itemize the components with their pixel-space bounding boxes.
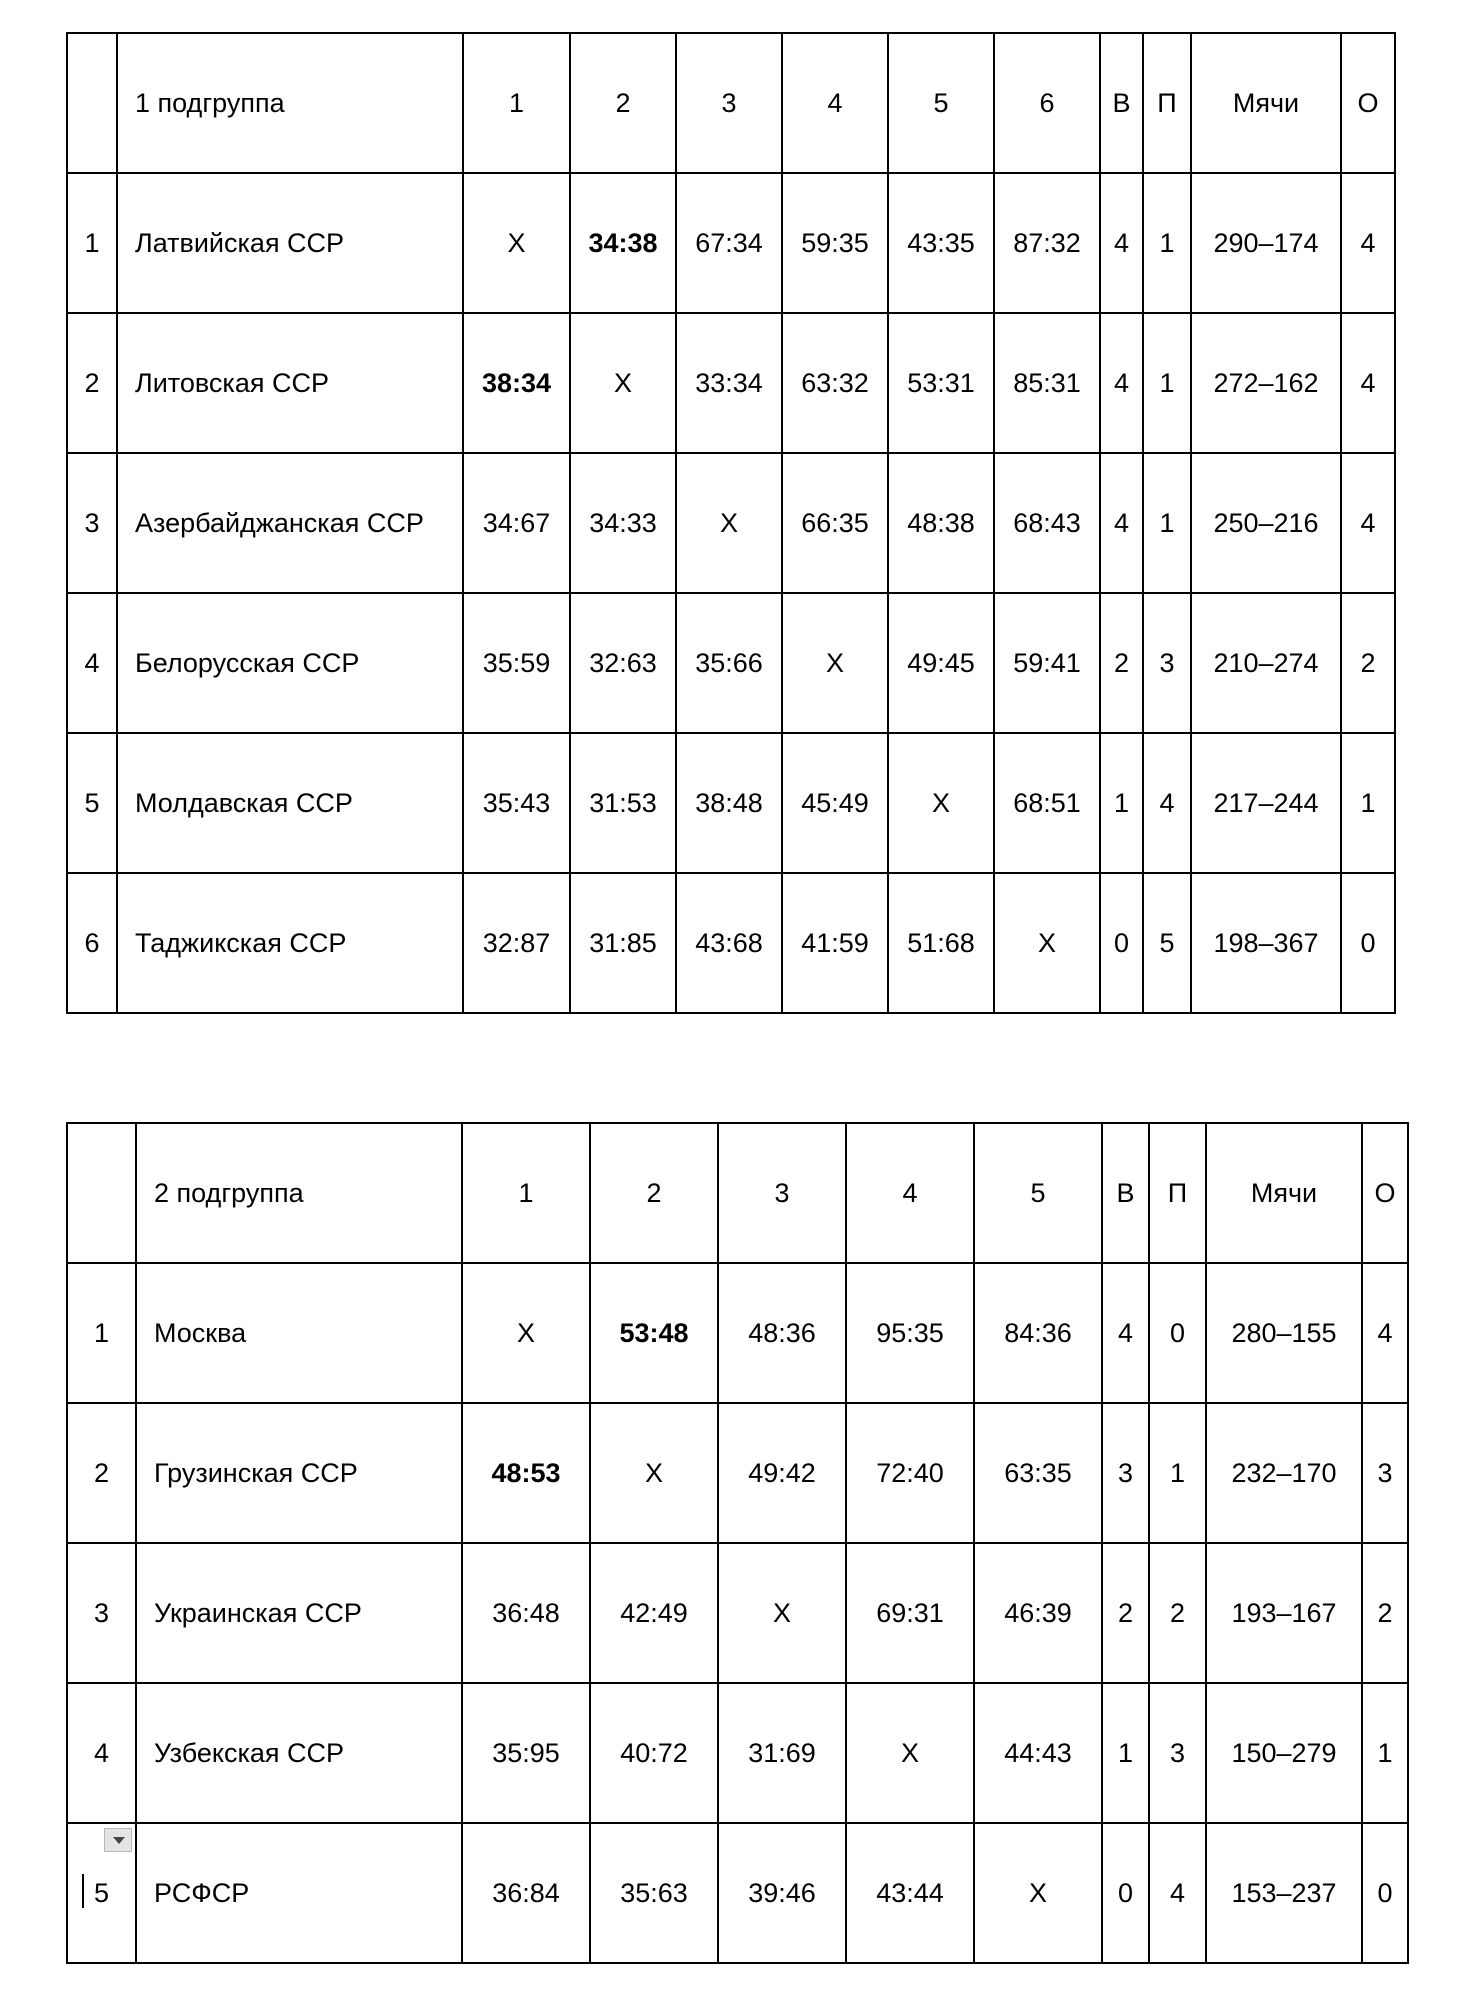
- table-cell[interactable]: 3: [1362, 1403, 1408, 1543]
- table-cell[interactable]: 0: [1362, 1823, 1408, 1963]
- table-cell[interactable]: 68:43: [994, 453, 1100, 593]
- table-cell[interactable]: 2: [1341, 593, 1395, 733]
- table-cell[interactable]: 1: [1143, 453, 1191, 593]
- table-cell[interactable]: 35:63: [590, 1823, 718, 1963]
- table-row: [67, 313, 1395, 453]
- table-cell[interactable]: X: [974, 1823, 1102, 1963]
- column-header[interactable]: В: [1102, 1123, 1149, 1263]
- column-header[interactable]: 5: [974, 1123, 1102, 1263]
- row-number[interactable]: 4: [67, 593, 117, 733]
- table-cell[interactable]: 38:34: [463, 313, 570, 453]
- table-cell[interactable]: 33:34: [676, 313, 782, 453]
- team-name[interactable]: Таджикская ССР: [117, 873, 463, 1013]
- table-cell[interactable]: 4: [1100, 173, 1143, 313]
- table-cell[interactable]: 193–167: [1206, 1543, 1362, 1683]
- table-cell[interactable]: 67:34: [676, 173, 782, 313]
- table-cell[interactable]: 45:49: [782, 733, 888, 873]
- column-header[interactable]: 3: [718, 1123, 846, 1263]
- team-name[interactable]: Молдавская ССР: [117, 733, 463, 873]
- table-cell[interactable]: 4: [1149, 1823, 1206, 1963]
- table-cell[interactable]: 41:59: [782, 873, 888, 1013]
- table-cell[interactable]: 43:44: [846, 1823, 974, 1963]
- team-name[interactable]: РСФСР: [136, 1823, 462, 1963]
- table-cell[interactable]: 250–216: [1191, 453, 1341, 593]
- table-cell[interactable]: 51:68: [888, 873, 994, 1013]
- table-cell[interactable]: 35:66: [676, 593, 782, 733]
- column-header[interactable]: 2: [590, 1123, 718, 1263]
- table-cell[interactable]: 150–279: [1206, 1683, 1362, 1823]
- table-cell[interactable]: X: [570, 313, 676, 453]
- column-header[interactable]: Мячи: [1191, 33, 1341, 173]
- row-number[interactable]: 6: [67, 873, 117, 1013]
- header-row: [67, 1123, 1408, 1263]
- table-cell[interactable]: 53:48: [590, 1263, 718, 1403]
- table-cell[interactable]: 49:45: [888, 593, 994, 733]
- table-cell[interactable]: 2: [1362, 1543, 1408, 1683]
- group-title[interactable]: 2 подгруппа: [136, 1123, 462, 1263]
- table-cell[interactable]: 39:46: [718, 1823, 846, 1963]
- column-header[interactable]: О: [1362, 1123, 1408, 1263]
- table-cell[interactable]: 40:72: [590, 1683, 718, 1823]
- row-number[interactable]: 2: [67, 1403, 136, 1543]
- column-header[interactable]: 1: [463, 33, 570, 173]
- table-cell[interactable]: 66:35: [782, 453, 888, 593]
- table-cell[interactable]: 198–367: [1191, 873, 1341, 1013]
- table-cell[interactable]: 34:33: [570, 453, 676, 593]
- column-header[interactable]: Мячи: [1206, 1123, 1362, 1263]
- row-dropdown-icon[interactable]: [104, 1828, 132, 1852]
- table-cell[interactable]: 32:87: [463, 873, 570, 1013]
- team-name[interactable]: Украинская ССР: [136, 1543, 462, 1683]
- table-cell[interactable]: 35:59: [463, 593, 570, 733]
- table-cell[interactable]: 4: [1341, 453, 1395, 593]
- corner-cell[interactable]: [67, 33, 117, 173]
- table-row: [67, 1823, 1408, 1963]
- table-cell[interactable]: 59:35: [782, 173, 888, 313]
- table-cell[interactable]: 1: [1149, 1403, 1206, 1543]
- table-row: [67, 593, 1395, 733]
- subgroup-2-body: [67, 1123, 1408, 1963]
- table-cell[interactable]: X: [718, 1543, 846, 1683]
- table-cell[interactable]: 232–170: [1206, 1403, 1362, 1543]
- column-header[interactable]: 1: [462, 1123, 590, 1263]
- column-header[interactable]: 4: [846, 1123, 974, 1263]
- table-cell[interactable]: 2: [1102, 1543, 1149, 1683]
- table-cell[interactable]: 46:39: [974, 1543, 1102, 1683]
- table-cell[interactable]: 43:35: [888, 173, 994, 313]
- team-name[interactable]: Азербайджанская ССР: [117, 453, 463, 593]
- table-cell[interactable]: 72:40: [846, 1403, 974, 1543]
- table-cell[interactable]: 53:31: [888, 313, 994, 453]
- table-cell[interactable]: 38:48: [676, 733, 782, 873]
- column-header[interactable]: В: [1100, 33, 1143, 173]
- table-cell[interactable]: 42:49: [590, 1543, 718, 1683]
- column-header[interactable]: 3: [676, 33, 782, 173]
- table-row: [67, 1403, 1408, 1543]
- group-title[interactable]: 1 подгруппа: [117, 33, 463, 173]
- header-row: [67, 33, 1395, 173]
- table-cell[interactable]: 32:63: [570, 593, 676, 733]
- table-cell[interactable]: 48:38: [888, 453, 994, 593]
- table-cell[interactable]: 63:35: [974, 1403, 1102, 1543]
- table-cell[interactable]: 59:41: [994, 593, 1100, 733]
- column-header[interactable]: 6: [994, 33, 1100, 173]
- table-cell[interactable]: 48:53: [462, 1403, 590, 1543]
- table-cell[interactable]: 4: [1362, 1263, 1408, 1403]
- row-number[interactable]: 3: [67, 453, 117, 593]
- table-cell[interactable]: X: [590, 1403, 718, 1543]
- table-cell[interactable]: X: [676, 453, 782, 593]
- table-cell[interactable]: 43:68: [676, 873, 782, 1013]
- table-cell[interactable]: 217–244: [1191, 733, 1341, 873]
- table-cell[interactable]: 87:32: [994, 173, 1100, 313]
- table-cell[interactable]: X: [782, 593, 888, 733]
- table-cell[interactable]: 85:31: [994, 313, 1100, 453]
- table-cell[interactable]: 153–237: [1206, 1823, 1362, 1963]
- table-cell[interactable]: 84:36: [974, 1263, 1102, 1403]
- table-row: [67, 1543, 1408, 1683]
- table-cell[interactable]: 34:38: [570, 173, 676, 313]
- team-name[interactable]: Грузинская ССР: [136, 1403, 462, 1543]
- table-cell[interactable]: 69:31: [846, 1543, 974, 1683]
- row-number[interactable]: 3: [67, 1543, 136, 1683]
- table-cell[interactable]: 1: [1143, 173, 1191, 313]
- subgroup-1-body: [67, 33, 1395, 1013]
- table-cell[interactable]: 2: [1100, 593, 1143, 733]
- table-row: [67, 173, 1395, 313]
- table-cell[interactable]: 34:67: [463, 453, 570, 593]
- table-cell[interactable]: 95:35: [846, 1263, 974, 1403]
- table-cell[interactable]: 1: [1341, 733, 1395, 873]
- table-cell[interactable]: X: [846, 1683, 974, 1823]
- table-cell[interactable]: 1: [1362, 1683, 1408, 1823]
- table-cell[interactable]: 3: [1143, 593, 1191, 733]
- table-cell[interactable]: 4: [1143, 733, 1191, 873]
- row-number[interactable]: 5: [67, 733, 117, 873]
- table-cell[interactable]: 272–162: [1191, 313, 1341, 453]
- table-cell[interactable]: 63:32: [782, 313, 888, 453]
- table-cell[interactable]: 210–274: [1191, 593, 1341, 733]
- column-header[interactable]: П: [1143, 33, 1191, 173]
- table-row: [67, 733, 1395, 873]
- table-cell[interactable]: 0: [1100, 873, 1143, 1013]
- table-cell[interactable]: 0: [1149, 1263, 1206, 1403]
- table-cell[interactable]: 1: [1100, 733, 1143, 873]
- text-cursor: [82, 1874, 84, 1908]
- table-cell[interactable]: 36:84: [462, 1823, 590, 1963]
- table-cell[interactable]: 4: [1102, 1263, 1149, 1403]
- table-cell[interactable]: 49:42: [718, 1403, 846, 1543]
- table-cell[interactable]: 35:95: [462, 1683, 590, 1823]
- subgroup-2-table: [66, 1122, 1409, 1964]
- table-row: [67, 873, 1395, 1013]
- table-cell[interactable]: 290–174: [1191, 173, 1341, 313]
- table-cell[interactable]: 5: [1143, 873, 1191, 1013]
- table-cell[interactable]: 36:48: [462, 1543, 590, 1683]
- column-header[interactable]: 2: [570, 33, 676, 173]
- table-cell[interactable]: 0: [1341, 873, 1395, 1013]
- table-cell[interactable]: 1: [1143, 313, 1191, 453]
- table-cell[interactable]: 48:36: [718, 1263, 846, 1403]
- table-cell[interactable]: 4: [1100, 313, 1143, 453]
- row-number[interactable]: 1: [67, 1263, 136, 1403]
- team-name[interactable]: Литовская ССР: [117, 313, 463, 453]
- column-header[interactable]: П: [1149, 1123, 1206, 1263]
- row-number[interactable]: 2: [67, 313, 117, 453]
- table-cell[interactable]: 4: [1341, 313, 1395, 453]
- table-cell[interactable]: 35:43: [463, 733, 570, 873]
- team-name[interactable]: Москва: [136, 1263, 462, 1403]
- row-number[interactable]: 5: [67, 1823, 136, 1963]
- table-cell[interactable]: 3: [1102, 1403, 1149, 1543]
- table-cell[interactable]: 31:85: [570, 873, 676, 1013]
- row-number[interactable]: 4: [67, 1683, 136, 1823]
- table-cell[interactable]: 31:69: [718, 1683, 846, 1823]
- table-cell[interactable]: X: [994, 873, 1100, 1013]
- table-cell[interactable]: X: [463, 173, 570, 313]
- table-row: [67, 453, 1395, 593]
- table-cell[interactable]: 3: [1149, 1683, 1206, 1823]
- table-cell[interactable]: 4: [1100, 453, 1143, 593]
- table-cell[interactable]: 4: [1341, 173, 1395, 313]
- subgroup-1-table: [66, 32, 1396, 1014]
- team-name[interactable]: Белорусская ССР: [117, 593, 463, 733]
- table-cell[interactable]: 1: [1102, 1683, 1149, 1823]
- table-cell[interactable]: X: [462, 1263, 590, 1403]
- column-header[interactable]: 4: [782, 33, 888, 173]
- row-number[interactable]: 1: [67, 173, 117, 313]
- team-name[interactable]: Узбекская ССР: [136, 1683, 462, 1823]
- table-row: [67, 1263, 1408, 1403]
- column-header[interactable]: О: [1341, 33, 1395, 173]
- team-name[interactable]: Латвийская ССР: [117, 173, 463, 313]
- table-cell[interactable]: 44:43: [974, 1683, 1102, 1823]
- table-row: [67, 1683, 1408, 1823]
- table-cell[interactable]: 2: [1149, 1543, 1206, 1683]
- corner-cell[interactable]: [67, 1123, 136, 1263]
- column-header[interactable]: 5: [888, 33, 994, 173]
- table-cell[interactable]: 280–155: [1206, 1263, 1362, 1403]
- table-cell[interactable]: X: [888, 733, 994, 873]
- table-cell[interactable]: 31:53: [570, 733, 676, 873]
- table-cell[interactable]: 68:51: [994, 733, 1100, 873]
- table-cell[interactable]: 0: [1102, 1823, 1149, 1963]
